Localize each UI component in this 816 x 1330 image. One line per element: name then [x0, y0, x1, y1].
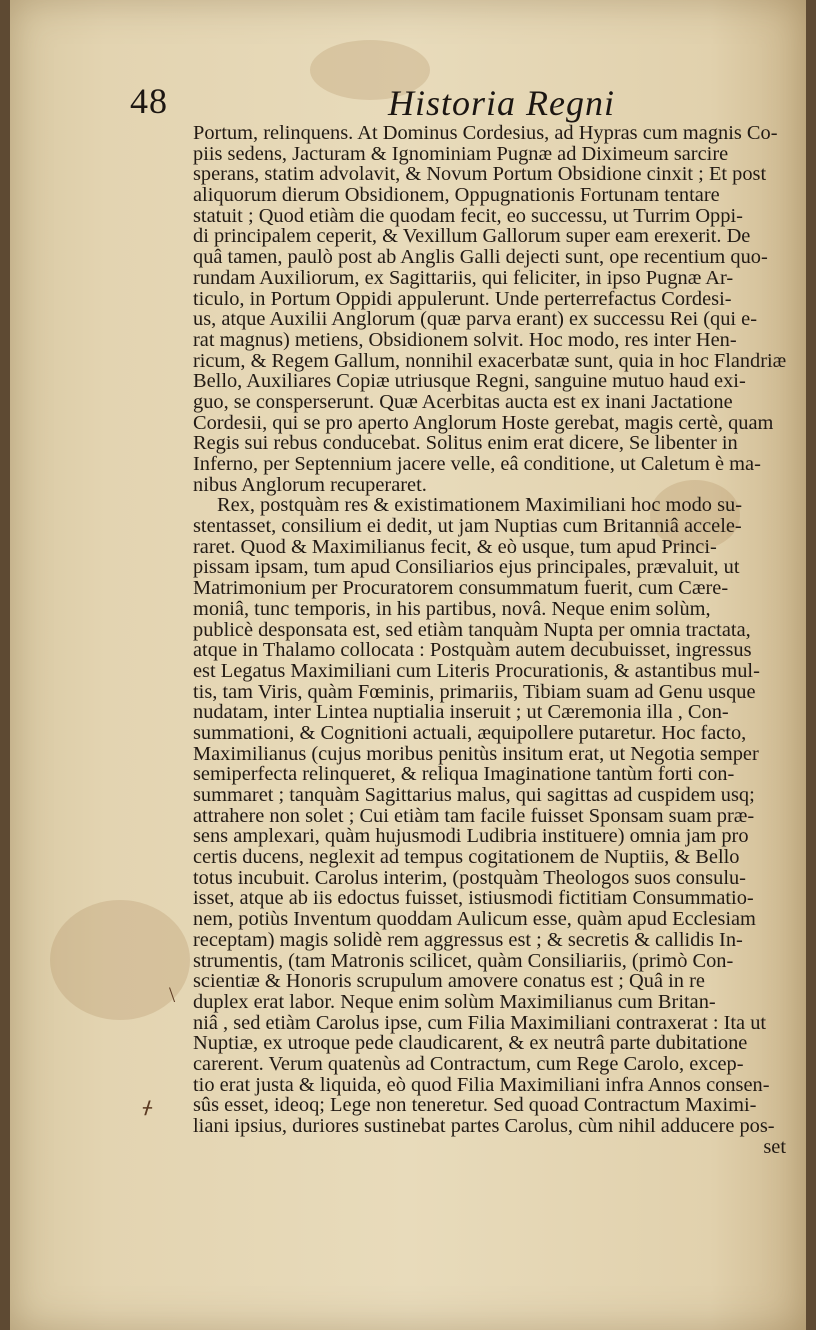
text-line: Matrimonium per Procuratorem consummatum fuerit, cum Cære- [193, 577, 729, 600]
text-line: ticulo, in Portum Oppidi appulerunt. Unde perterrefactus Cordesi- [193, 287, 732, 310]
text-line: liani ipsius, duriores sustinebat partes Carolus, cùm nihil adducere pos- [193, 1115, 775, 1137]
text-line: strumentis, (tam Matronis scilicet, quàm Consiliariis, (primò Con- [193, 949, 734, 972]
text-line: totus incubuit. Carolus interim, (postquàm Theologos suos consulu- [193, 866, 746, 889]
text-line: aliquorum dierum Obsidionem, Oppugnationis Fortunam tentare [193, 184, 720, 207]
text-line: Cordesii, qui se pro aperto Anglorum Hoste gerebat, magis certè, quam [193, 411, 774, 434]
text-line: isset, atque ab iis edoctus fuisset, istiusmodi fictitiam Consummatio- [193, 887, 754, 910]
text-line: scientiæ & Honoris scrupulum amovere conatus est ; Quâ in re [193, 970, 705, 993]
text-line: quâ tamen, paulò post ab Anglis Galli dejecti sunt, ope recentium quo- [193, 246, 768, 269]
text-line: us, atque Auxilii Anglorum (quæ parva erant) ex successu Rei (qui e- [193, 308, 758, 331]
text-line: stentasset, consilium ei dedit, ut jam Nuptias cum Britanniâ accele- [193, 515, 742, 538]
text-line: receptam) magis solidè rem aggressus est ; & secretis & callidis In- [193, 928, 743, 951]
page-number: 48 [130, 81, 168, 121]
catchword: set [763, 1135, 786, 1158]
margin-annotation-mark: \ [169, 982, 176, 1007]
page-header [10, 80, 806, 124]
text-line: duplex erat labor. Neque enim solùm Maximilianus cum Britan- [193, 990, 716, 1013]
text-line: nem, potiùs Inventum quoddam Aulicum esse, quàm apud Ecclesiam [193, 908, 756, 931]
book-page [10, 0, 806, 1330]
text-line: sperans, statim advolavit, & Novum Portum Obsidione cinxit ; Et post [193, 163, 767, 186]
text-line: nudatam, inter Lintea nuptialia inseruit ; ut Cæremonia illa , Con- [193, 701, 729, 724]
paragraph-start-line: Rex, postquàm res & existimationem Maximiliani hoc modo su- [217, 494, 742, 517]
text-line: pissam ipsam, tum apud Consiliarios ejus principales, prævaluit, ut [193, 556, 740, 579]
text-line: tio erat justa & liquida, eò quod Filia Maximiliani infra Annos consen- [193, 1073, 770, 1096]
text-line: summaret ; tanquàm Sagittarius malus, qui sagittas ad cuspidem usq; [193, 784, 755, 806]
text-line: di principalem ceperit, & Vexillum Gallorum super eam erexerit. De [193, 225, 751, 248]
text-line: Portum, relinquens. At Dominus Cordesius, ad Hypras cum magnis Co- [193, 122, 778, 144]
running-title: Historia Regni [388, 83, 615, 123]
text-line: certis ducens, neglexit ad tempus cogitationem de Nuptiis, & Bello [193, 846, 740, 869]
text-line: carerent. Verum quatenùs ad Contractum, cum Rege Carolo, excep- [193, 1052, 744, 1075]
text-line: niâ , sed etiàm Carolus ipse, cum Filia Maximiliani contraxerat : Ita ut [193, 1011, 767, 1034]
text-line: statuit ; Quod etiàm die quodam fecit, eo successu, ut Turrim Oppi- [193, 204, 743, 227]
margin-ink-mark: ᚋ [143, 1097, 152, 1117]
body-text [193, 123, 786, 1157]
text-line: atque in Thalamo collocata : Postquàm autem decubuisset, ingressus [193, 639, 752, 662]
text-line: summationi, & Cognitioni actuali, æquipollere putaretur. Hoc facto, [193, 721, 747, 744]
text-line: moniâ, tunc temporis, in his partibus, novâ. Neque enim solùm, [193, 597, 711, 620]
text-line: tis, tam Viris, quàm Fœminis, primariis, Tibiam suam ad Genu usque [193, 680, 756, 703]
text-line: Inferno, per Septennium jacere velle, eâ conditione, ut Caletum è ma- [193, 453, 761, 475]
text-line: Nuptiæ, ex utroque pede claudicarent, & ex neutrâ parte dubitatione [193, 1032, 748, 1055]
text-line: Regis sui rebus conducebat. Solitus enim erat dicere, Se libenter in [193, 432, 738, 455]
text-line: rat magnus) metiens, Obsidionem solvit. Hoc modo, res inter Hen- [193, 328, 737, 351]
text-line: Maximilianus (cujus moribus penitùs insitum erat, ut Negotia semper [193, 742, 759, 765]
text-line: sens amplexari, quàm hujusmodi Ludibria instituere) omnia jam pro [193, 825, 749, 848]
text-line: piis sedens, Jacturam & Ignominiam Pugnæ ad Diximeum sarcire [193, 142, 729, 165]
text-line: rundam Auxiliorum, ex Sagittariis, qui feliciter, in ipso Pugnæ Ar- [193, 266, 734, 289]
text-line: sûs esset, ideoq; Lege non teneretur. Sed quoad Contractum Maximi- [193, 1094, 757, 1117]
text-line: nibus Anglorum recuperaret. [193, 473, 427, 496]
text-line: Bello, Auxiliares Copiæ utriusque Regni, sanguine mutuo haud exi- [193, 370, 746, 393]
text-line: guo, se consperserunt. Quæ Acerbitas aucta est ex inani Jactatione [193, 390, 733, 413]
text-line: est Legatus Maximiliani cum Literis Procurationis, & astantibus mul- [193, 659, 760, 682]
text-line: semiperfecta relinqueret, & reliqua Imaginatione tantùm forti con- [193, 763, 735, 786]
text-line: attrahere non solet ; Cui etiàm tam facile fuisset Sponsam suam præ- [193, 804, 755, 827]
text-line: raret. Quod & Maximilianus fecit, & eò usque, tum apud Princi- [193, 535, 717, 558]
text-line: ricum, & Regem Gallum, nonnihil exacerbatæ sunt, quia in hoc Flandriæ [193, 349, 787, 372]
text-line: publicè desponsata est, sed etiàm tanquàm Nupta per omnia tractata, [193, 618, 751, 641]
